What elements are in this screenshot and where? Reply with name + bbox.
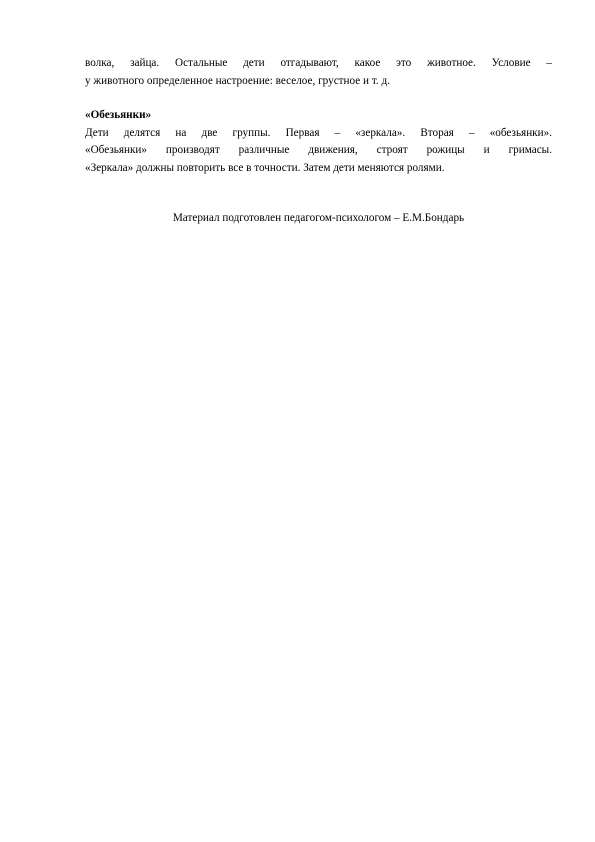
paragraph-line: волка, зайца. Остальные дети отгадывают, какое это животное. Условие –: [85, 57, 552, 69]
paragraph-line: у животного определенное настроение: веселое, грустное и т. д.: [85, 74, 390, 87]
section-title: «Обезьянки»: [85, 109, 152, 121]
paragraph-line: Дети делятся на две группы. Первая – «зеркала». Вторая – «обезьянки».: [85, 126, 552, 139]
author-credit: Материал подготовлен педагогом-психологом – Е.М.Бондарь: [172, 212, 465, 224]
paragraph-line: «Зеркала» должны повторить все в точности. Затем дети меняются ролями.: [85, 161, 445, 174]
section-monkeys: [85, 107, 552, 177]
paragraph-animal-guess: [85, 55, 552, 90]
paragraph-line: «Обезьянки» производят различные движения, строят рожицы и гримасы.: [85, 144, 552, 156]
